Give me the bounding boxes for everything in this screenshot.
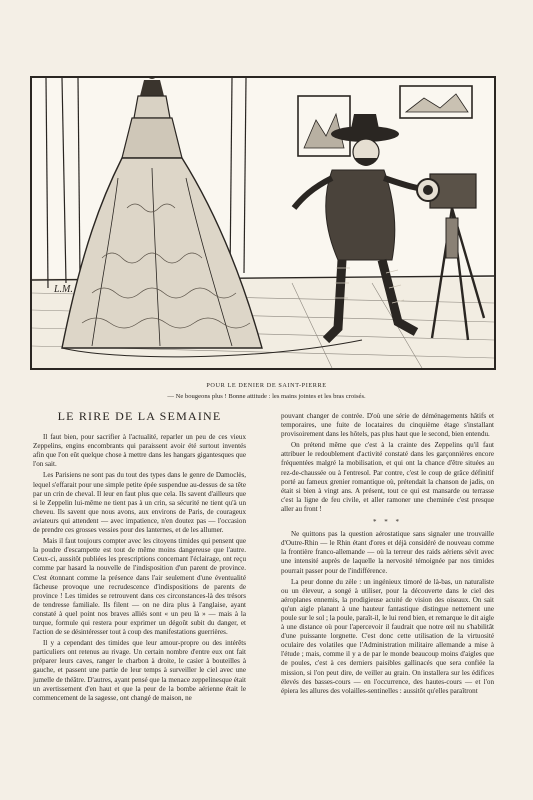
illustration-title: POUR LE DENIER DE SAINT-PIERRE — [206, 382, 327, 389]
section-separator: * * * — [373, 518, 402, 527]
cartoon-illustration — [30, 76, 496, 370]
paragraph: Il faut bien, pour sacrifier à l'actualité, reparler un peu de ces vieux Zeppelins, engins encombrants qui paraissent avoir été surtout inventés afin que l'on eût quelque chose à mettre dans les hangars gigantesques que l'on sait. — [33, 433, 246, 469]
paragraph: pouvant changer de contrée. D'où une série de déménagements hâtifs et temporaires, une fuite de locataires du cinquième étage s'installant provisoirement dans les hôtels, pas plus haut que le second, bien entendu. — [281, 412, 494, 439]
paragraph: Mais il faut toujours compter avec les citoyens timides qui pensent que la poudre d'escampette est tout de même moins dangereuse que l'autre. Ceux-ci, aussitôt publiées les prescriptions concernant l'éclairage, ont reçu comme par hasard la nouvelle de l'indisposition d'un parent de province. C'est étonnant comme la présence dans l'air seulement d'une éventualité fâcheuse provoque une recrudescence d'indispositions de parents de province ! Les timides se retrouvent dans ces circonstances-là des trésors de tendresse familiale. Ils filent — on ne dira plus à l'anglaise, ayant constaté à quel point nos braves alliés sont « un peu là » — mais à la turque, formule qui restera pour exprimer un dégoût subit du danger, et l'action de se désintéresser tout à coup des manifestations guerrières. — [33, 537, 246, 637]
article-heading: LE RIRE DE LA SEMAINE — [57, 409, 222, 423]
paragraph: Ne quittons pas la question aérostatique sans signaler une trouvaille d'Outre-Rhin — le Rhin étant d'ores et déjà considéré de nouveau comme la frontière franco-allemande — où la terreur des raids aériens sévit avec une intensité auprès de laquelle la nervosité témoignée par nos timides pourrait passer pour de l'indifférence. — [281, 530, 494, 575]
cartoon-drawing — [32, 78, 494, 368]
paragraph: La peur donne du zèle : un ingénieux timoré de là-bas, un naturaliste ou un éleveur, a songé à utiliser, pour la découverte dans le ciel des aéroplanes ennemis, la prodigieuse acuité de vision des oiseaux. On sait qu'un aigle planant à une hauteur fantastique distingue nettement une poule sur le sol ; la poule, paraît-il, le lui rend bien, et remarque le dit aigle à une distance où pour l'apercevoir il faudrait que notre œil nu s'habilitât d'une puissante lorgnette. C'est donc cette utilisation de la virtuosité oculaire des volatiles que l'Administration militaire allemande a mise à l'étude ; mais, comme il y a de par le monde beaucoup moins d'aigles que de poules, c'est à ces derniers paisibles gallinacés que sera confiée la mission, si l'on peut dire, de veiller au grain. On installera sur les édifices élevés des basses-cours — en l'occurrence, des hautes-cours — et l'on épiera les allures des volailles-sentinelles : aussitôt qu'elles paraîtront — [281, 577, 494, 695]
paragraph: Il y a cependant des timides que leur amour-propre ou des intérêts particuliers ont retenus au rivage. Un certain nombre d'entre eux ont fait préparer leurs caves, ranger le charbon à droite, le casier à bouteilles à gauche, et passent une partie de leur temps à surveiller le ciel avec une jumelle de théâtre. D'autres, ayant pensé que la menace zeppelinesque était un avertissement d'en haut et que la peur de la bombe aérienne était le commencement de la sagesse, ont changé de maison, ne — [33, 639, 246, 702]
artist-signature: L.M. — [54, 284, 73, 295]
paragraph: On prétend même que c'est à la crainte des Zeppelins qu'il faut attribuer le redoublement d'activité constaté dans les garçonnières encore fréquentées malgré la mobilisation, et qui ont la chance d'être situées au rez-de-chaussée ou à l'entresol. Par contre, c'est le coup de grâce définitif porté au fameux grenier romantique où, prétendait la chanson de jadis, on était si bien à vingt ans. A présent, tout ce qui est mansarde ou terrasse c'est la ligne de feu civile, et aller ramoner une cheminée c'est presque aller au front ! — [281, 441, 494, 513]
article-column-left — [33, 409, 246, 705]
article-column-right — [281, 412, 494, 698]
paragraph: Les Parisiens ne sont pas du tout des types dans le genre de Damoclès, lequel s'effarait pour une simple petite épée suspendue au-dessus de sa tête par un crin de cheval. Il leur en faut plus que cela. Ils savent d'ailleurs que si le Zeppelin lui-même ne tient pas à un crin, sa sécurité ne tient qu'à un cheveu. Ils savent que nous avons, aux environs de Paris, de courageux aviateurs qui attendent — avec impatience, n'en doutez pas — l'occasion de prendre ces grosses vessies pour des lanternes, et de les allumer. — [33, 471, 246, 535]
illustration-caption: — Ne bougeons plus ! Bonne attitude : les mains jointes et les bras croisés. — [167, 393, 366, 400]
